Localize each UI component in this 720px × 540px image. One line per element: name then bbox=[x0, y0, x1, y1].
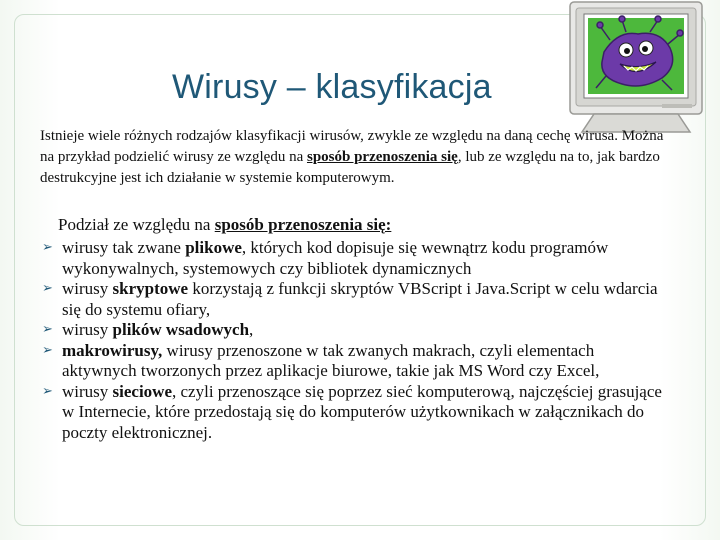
list-item-term: makrowirusy, bbox=[62, 340, 163, 360]
slide-title: Wirusy – klasyfikacja bbox=[172, 68, 492, 106]
intro-emphasis: sposób przenoszenia się bbox=[306, 149, 458, 165]
list-item bbox=[40, 279, 670, 320]
list-item-text: wirusy tak zwane bbox=[62, 238, 186, 257]
arrow-bullet-icon: ➢ bbox=[42, 383, 53, 399]
classification-section bbox=[40, 214, 670, 443]
arrow-bullet-icon: ➢ bbox=[42, 240, 53, 255]
intro-text: , lub ze względu na to, jak bardzo destrukcyjne jest ich działanie w systemie komputerowym. bbox=[40, 149, 660, 186]
arrow-bullet-icon: ➢ bbox=[42, 281, 53, 296]
list-item-text: wirusy bbox=[62, 279, 113, 298]
monitor-virus-icon bbox=[566, 0, 706, 138]
list-item-text: , bbox=[249, 320, 254, 339]
virus-type-list bbox=[40, 238, 670, 443]
list-item bbox=[40, 341, 670, 382]
list-item-text: korzystają z funkcji skryptów VBScript i Java.Script w celu wdarcia się do systemu ofiary, bbox=[62, 279, 658, 319]
list-item-term: skryptowe bbox=[112, 279, 189, 298]
list-item bbox=[40, 238, 670, 279]
list-item-term: plikowe bbox=[185, 238, 242, 257]
arrow-bullet-icon: ➢ bbox=[42, 322, 53, 337]
list-item-text: , czyli przenoszące się poprzez sieć komputerową, najczęściej grasujące w Internecie, które przedostają się do komputerów użytkownikach w załącznikach do poczty elektronicznej. bbox=[62, 381, 662, 442]
arrow-bullet-icon: ➢ bbox=[42, 342, 53, 358]
list-item-term: sieciowe bbox=[112, 381, 173, 401]
section-heading-emphasis: sposób przenoszenia się: bbox=[214, 215, 392, 234]
list-item-text: wirusy bbox=[62, 381, 113, 401]
intro-text: Istnieje wiele różnych rodzajów klasyfikacji wirusów, zwykle ze względu na daną cechę wirusa. Można na przykład podzielić wirusy ze względu na bbox=[40, 128, 664, 165]
list-item-text: wirusy bbox=[62, 320, 113, 339]
list-item-term: plików wsadowych bbox=[112, 320, 250, 339]
list-item bbox=[40, 382, 670, 444]
intro-paragraph bbox=[40, 126, 664, 189]
list-item bbox=[40, 320, 670, 341]
list-item-text: , których kod dopisuje się wewnątrz kodu programów wykonywalnych, systemowych czy bibliotek dynamicznych bbox=[62, 238, 609, 278]
section-heading-text: Podział ze względu na bbox=[58, 215, 215, 234]
section-heading bbox=[58, 214, 670, 236]
list-item-text: wirusy przenoszone w tak zwanych makrach, czyli elementach aktywnych tworzonych przez aplikacje biurowe, takie jak MS Word czy Excel, bbox=[62, 340, 600, 380]
